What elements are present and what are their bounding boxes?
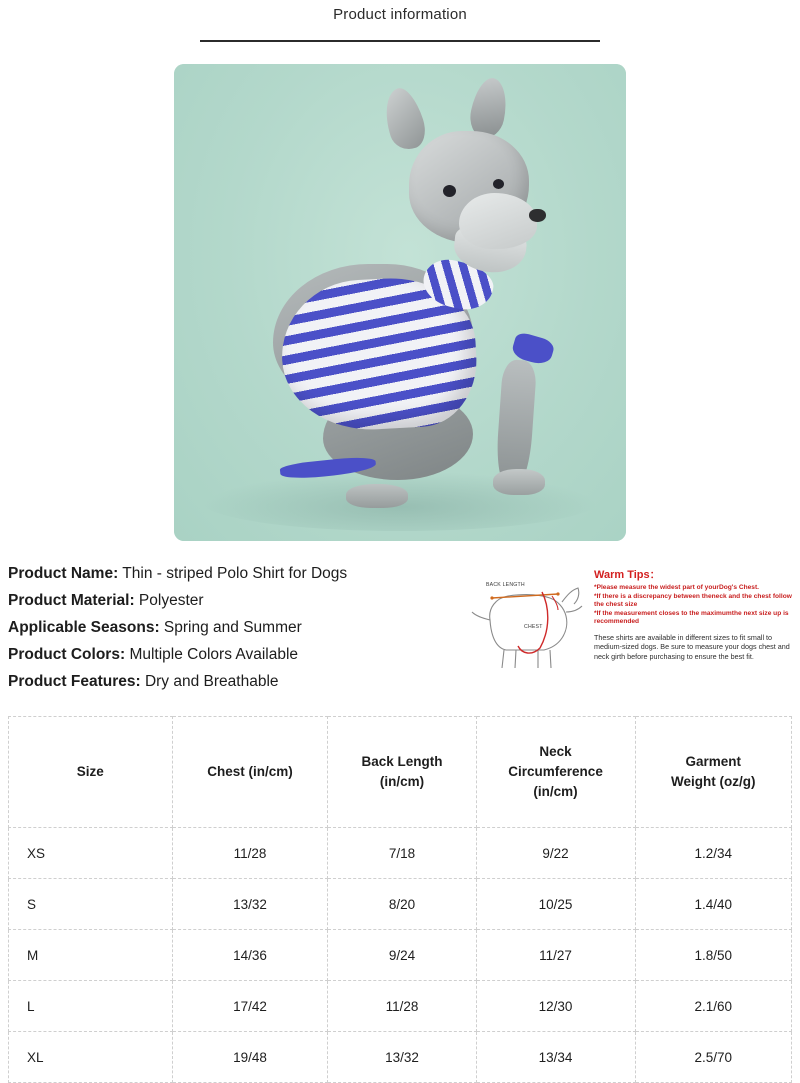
cell-weight-l: 2.1/60 xyxy=(635,981,792,1032)
spec-row-product-material xyxy=(8,587,478,614)
spec-label-applicable-seasons: Applicable Seasons: xyxy=(8,619,160,636)
dog-illustration xyxy=(174,64,626,541)
column-header-size-line1: Size xyxy=(76,764,104,779)
cell-chest-xs: 11/28 xyxy=(172,828,328,879)
spec-row-product-name xyxy=(8,560,478,587)
warm-tips-bullets xyxy=(594,584,792,627)
column-header-back-length-line1: Back Length xyxy=(361,754,443,769)
measurement-diagram xyxy=(466,568,596,678)
column-header-chest xyxy=(172,717,328,828)
diagram-label-chest: CHEST xyxy=(524,624,543,630)
spec-label-product-colors: Product Colors: xyxy=(8,646,126,663)
table-row xyxy=(9,981,792,1032)
cell-size-l: L xyxy=(9,981,173,1032)
column-header-neck-line2: Circumference xyxy=(508,764,603,779)
polo-shirt-hem xyxy=(280,455,377,481)
column-header-garment-weight-line2: Weight (oz/g) xyxy=(671,774,756,789)
cell-size-xl: XL xyxy=(9,1032,173,1083)
warm-tips-note: These shirts are available in different sizes to fit small to medium-sized dogs. Be sure to measure your dogs chest and neck girth before purchasing to ensure the best fit. xyxy=(594,632,790,661)
warm-tips-bullet-3: *If the measurement closes to the maximumthe next size up is recommended xyxy=(594,609,789,626)
spec-value-applicable-seasons: Spring and Summer xyxy=(163,619,302,636)
cell-back-length-xl: 13/32 xyxy=(328,1032,476,1083)
column-header-back-length xyxy=(328,717,476,828)
spec-row-product-features xyxy=(8,668,478,695)
column-header-size xyxy=(9,717,173,828)
table-row xyxy=(9,879,792,930)
dog-left-ear xyxy=(378,84,431,154)
cell-size-s: S xyxy=(9,879,173,930)
cell-back-length-l: 11/28 xyxy=(328,981,476,1032)
spec-label-product-material: Product Material: xyxy=(8,592,135,609)
dog-nose xyxy=(529,209,546,222)
cell-back-length-xs: 7/18 xyxy=(328,828,476,879)
title-divider xyxy=(200,40,600,42)
cell-size-m: M xyxy=(9,930,173,981)
warm-tips-bullet-2: *If there is a discrepancy between theneck and the chest follow the chest size xyxy=(594,592,792,609)
cell-neck-s: 10/25 xyxy=(476,879,635,930)
warm-tips-block xyxy=(466,562,792,694)
warm-tips-text xyxy=(594,562,792,661)
spec-value-product-colors: Multiple Colors Available xyxy=(129,646,299,663)
table-row xyxy=(9,930,792,981)
cell-chest-s: 13/32 xyxy=(172,879,328,930)
cell-back-length-m: 9/24 xyxy=(328,930,476,981)
spec-row-applicable-seasons xyxy=(8,614,478,641)
column-header-neck xyxy=(476,717,635,828)
spec-value-product-features: Dry and Breathable xyxy=(144,673,279,690)
column-header-garment-weight-line1: Garment xyxy=(685,754,742,769)
cell-size-xs: XS xyxy=(9,828,173,879)
column-header-back-length-line2: (in/cm) xyxy=(379,774,425,789)
cell-neck-xl: 13/34 xyxy=(476,1032,635,1083)
dog-front-leg xyxy=(495,359,537,483)
column-header-neck-line3: (in/cm) xyxy=(533,784,578,799)
cell-neck-xs: 9/22 xyxy=(476,828,635,879)
cell-weight-xl: 2.5/70 xyxy=(635,1032,792,1083)
spec-value-product-name: Thin - striped Polo Shirt for Dogs xyxy=(122,565,348,582)
dog-muzzle xyxy=(459,193,537,249)
size-chart-table xyxy=(8,716,792,1083)
column-header-chest-line1: Chest (in/cm) xyxy=(207,764,293,779)
diagram-label-back-length: BACK LENGTH xyxy=(486,582,525,588)
product-hero-image xyxy=(174,64,626,541)
cell-back-length-s: 8/20 xyxy=(328,879,476,930)
dog-rear-paw xyxy=(346,484,408,508)
spec-row-product-colors xyxy=(8,641,478,668)
column-header-neck-line1: Neck xyxy=(539,744,572,759)
spec-label-product-name: Product Name: xyxy=(8,565,119,582)
table-row xyxy=(9,828,792,879)
product-spec-list xyxy=(8,560,478,695)
cell-chest-l: 17/42 xyxy=(172,981,328,1032)
page-title: Product information xyxy=(333,6,467,23)
spec-value-product-material: Polyester xyxy=(138,592,204,609)
warm-tips-title: Warm Tips： xyxy=(594,569,661,581)
cell-weight-s: 1.4/40 xyxy=(635,879,792,930)
spec-label-product-features: Product Features: xyxy=(8,673,141,690)
size-chart-header xyxy=(9,717,792,828)
cell-neck-l: 12/30 xyxy=(476,981,635,1032)
dog-left-eye xyxy=(443,185,456,197)
table-row xyxy=(9,1032,792,1083)
cell-neck-m: 11/27 xyxy=(476,930,635,981)
cell-weight-xs: 1.2/34 xyxy=(635,828,792,879)
cell-chest-xl: 19/48 xyxy=(172,1032,328,1083)
dog-front-paw xyxy=(493,469,545,495)
cell-chest-m: 14/36 xyxy=(172,930,328,981)
column-header-garment-weight xyxy=(635,717,792,828)
warm-tips-bullet-1: *Please measure the widest part of yourDog's Chest. xyxy=(594,584,759,591)
cell-weight-m: 1.8/50 xyxy=(635,930,792,981)
size-chart-body xyxy=(9,828,792,1083)
table-header-row xyxy=(9,717,792,828)
